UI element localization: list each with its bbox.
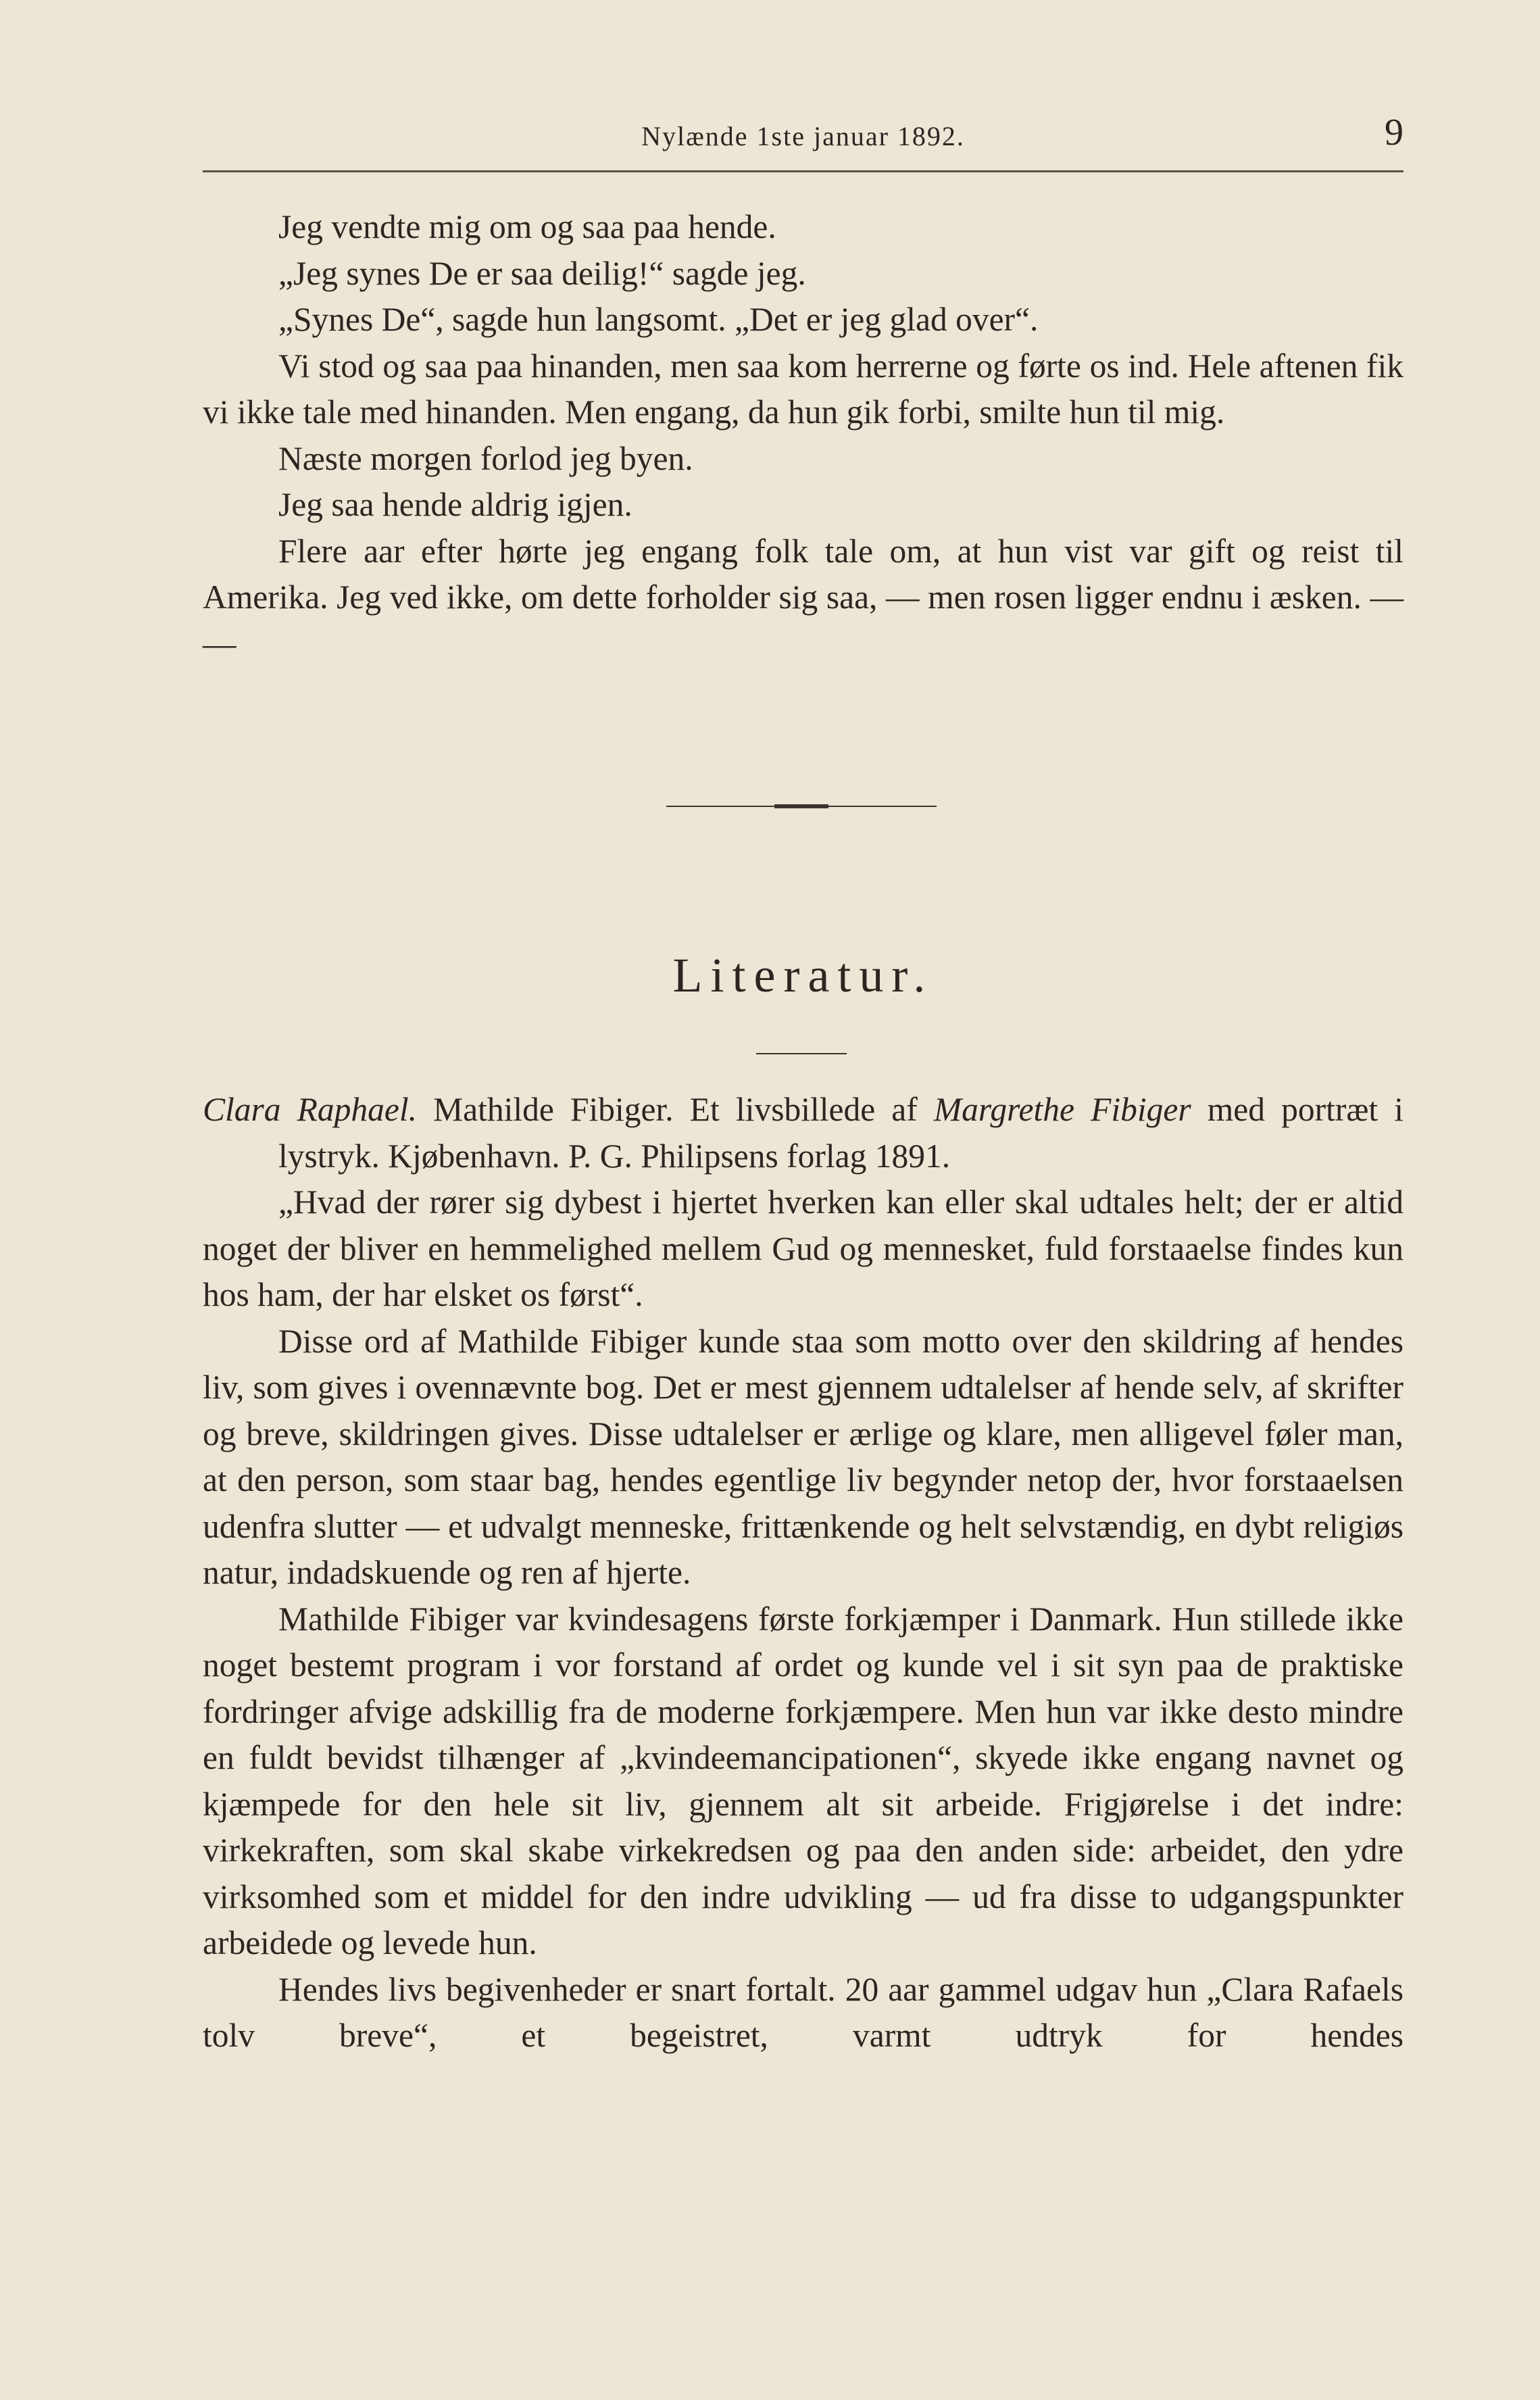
story-paragraph: Næste morgen forlod jeg byen. (278, 439, 693, 477)
story-paragraph: Jeg saa hende aldrig igjen. (278, 486, 632, 523)
section-title: Literatur. (672, 948, 934, 1002)
story-paragraph: „Synes De“, sagde hun langsomt. „Det er jeg glad over“. (278, 301, 1039, 338)
book-author: Margrethe Fibiger (933, 1091, 1191, 1128)
story-text (203, 204, 1404, 667)
title-rule (756, 1053, 847, 1054)
running-title: Nylænde 1ste januar 1892. (641, 121, 965, 151)
story-paragraph: Jeg vendte mig om og saa paa hende. (278, 208, 776, 245)
story-paragraph: Flere aar efter hørte jeg engang folk tale om, at hun vist var gift og reist til Amerika. Jeg ved ikke, om dette forholder sig saa, — men rosen ligger endnu i æsken. — — (203, 532, 1404, 662)
story-paragraph: Vi stod og saa paa hinanden, men saa kom herrerne og førte os ind. Hele aftenen fik vi ikke tale med hinanden. Men engang, da hun gik forbi, smilte hun til mig. (203, 347, 1404, 431)
review-paragraph: Mathilde Fibiger var kvindesagens første forkjæmper i Danmark. Hun stillede ikke noget bestemt program i vor forstand af ordet og kunde vel i sit syn paa de praktiske fordringer afvige adskillig fra de moderne forkjæmpere. Men hun var ikke desto mindre en fuldt bevidst tilhænger af „kvindeemancipationen“, skyede ikke engang navnet og kjæmpede for den hele sit liv, gjennem alt sit arbeide. Frigjørelse i det indre: virkekraften, som skal skabe virkekredsen og paa den anden side: arbeidet, den ydre virksomhed som et middel for den indre udvikling — ud fra disse to udgangspunkter arbeidede og levede hun. (203, 1600, 1404, 1961)
section-divider-ornament (666, 802, 937, 811)
page-number: 9 (1385, 112, 1404, 153)
running-head (203, 112, 1404, 172)
review-paragraph: Hendes livs begivenheder er snart fortalt. 20 aar gammel udgav hun „Clara Rafaels tolv breve“, et begeistret, varmt udtryk for hendes (203, 1970, 1404, 2054)
book-title: Clara Raphael. (203, 1091, 418, 1128)
review-paragraph: „Hvad der rører sig dybest i hjertet hverken kan eller skal udtales helt; der er altid noget der bliver en hemmelighed mellem Gud og mennesket, fuld forstaaelse findes kun hos ham, der har elsket os først“. (203, 1183, 1404, 1313)
review-citation (203, 1087, 1404, 1179)
divider-center-bar (774, 804, 828, 808)
review-text (203, 1087, 1404, 2059)
story-paragraph: „Jeg synes De er saa deilig!“ sagde jeg. (278, 254, 806, 292)
citation-publication: med portræt i lystryk. Kjøbenhavn. P. G. Philipsens forlag 1891. (278, 1091, 1404, 1175)
review-paragraph: Disse ord af Mathilde Fibiger kunde staa som motto over den skildring af hendes liv, som gives i ovennævnte bog. Det er mest gjennem udtalelser af hende selv, af skrifter og breve, skildringen gives. Disse udtalelser er ærlige og klare, men alligevel føler man, at den person, som staar bag, hendes egentlige liv begynder netop der, hvor forstaaelsen udenfra slutter — et udvalgt menneske, frittænkende og helt selvstændig, en dybt religiøs natur, indadskuende og ren af hjerte. (203, 1322, 1404, 1591)
citation-subject: Mathilde Fibiger. Et livsbillede af (417, 1091, 934, 1128)
